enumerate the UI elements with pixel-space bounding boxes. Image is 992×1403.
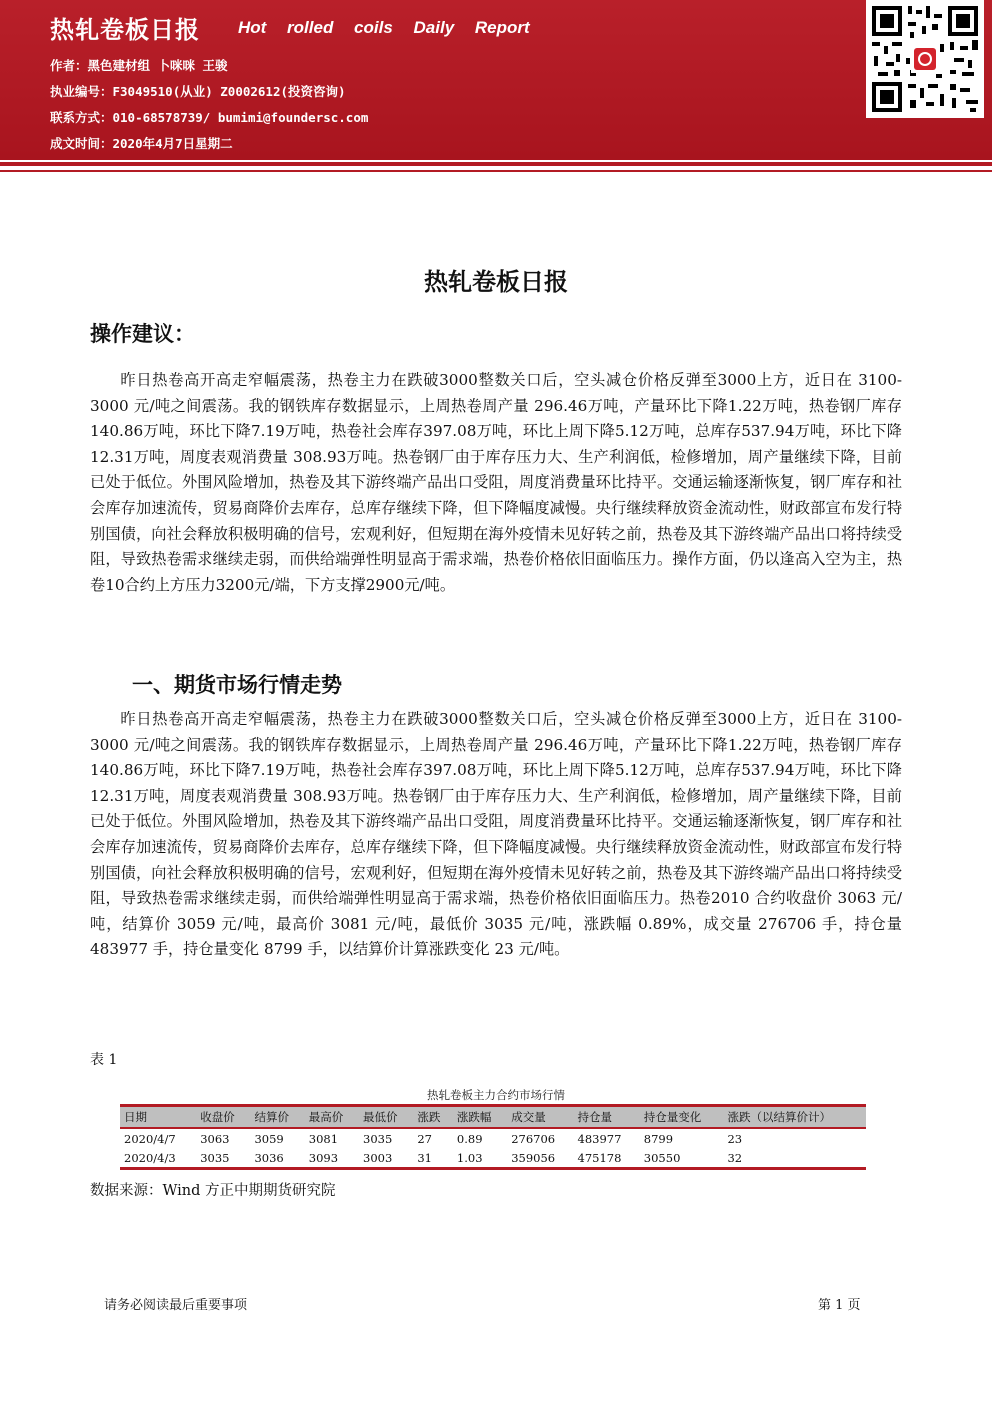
col-header-settle-change: 涨跌（以结算价计） (723, 1106, 866, 1129)
table-cell: 3081 (308, 1131, 339, 1146)
table-cell: 276706 (511, 1131, 556, 1146)
table-cell: 1.03 (453, 1148, 507, 1169)
table-cell: 30550 (640, 1148, 724, 1169)
header-title-cn: 热轧卷板日报 (50, 16, 200, 44)
table-cell: 2020/4/3 (120, 1148, 196, 1169)
table-cell: 32 (723, 1148, 866, 1169)
header-divider-thin (0, 170, 992, 172)
col-header-open-interest: 持仓量 (574, 1106, 640, 1129)
qr-code-icon (866, 0, 984, 118)
table-cell: 483977 (577, 1131, 622, 1146)
col-header-low: 最低价 (359, 1106, 413, 1129)
table-cell: 31 (413, 1148, 453, 1169)
market-table (120, 1104, 866, 1170)
col-header-change-pct: 涨跌幅 (453, 1106, 507, 1129)
market-paragraph: 昨日热卷高开高走窄幅震荡，热卷主力在跌破3000整数关口后，空头减仓价格反弹至3000上方，近日在 3100-3000 元/吨之间震荡。我的钢铁库存数据显示，上周热卷周产量 296.46万吨，产量环比下降1.22万吨，热卷钢厂库存140.86万吨，环比下降7.19万吨，热卷社会库存397.08万吨，环比上周下降5.12万吨，总库存537.94万吨，环比下降12.31万吨，周度表观消费量 308.93万吨。热卷钢厂由于库存压力大、生产利润低，检修增加，周产量继续下降，目前已处于低位。外围风险增加，热卷及其下游终端产品出口受阻，周度消费量环比持平。交通运输逐渐恢复，钢厂库存和社会库存加速流传，贸易商降价去库存，总库存继续下降，但下降幅度减慢。央行继续释放资金流动性，财政部宣布发行特别国债，向社会释放积极明确的信号，宏观利好，但短期在海外疫情未见好转之前，热卷及其下游终端产品出口将持续受阻，导致热卷需求继续走弱，而供给端弹性明显高于需求端，热卷价格依旧面临压力。热卷2010 合约收盘价 3063 元/吨，结算价 3059 元/吨，最高价 3081 元/吨，最低价 3035 元/吨，涨跌幅 0.89%，成交量 276706 手，持仓量 483977 手，持仓量变化 8799 手，以结算价计算涨跌变化 23 元/吨。 (90, 710, 902, 959)
document-title: 热轧卷板日报 (424, 268, 568, 296)
table-cell: 3093 (305, 1148, 359, 1169)
col-header-volume: 成交量 (507, 1106, 573, 1129)
table-cell: 0.89 (456, 1131, 483, 1146)
footer-notice: 请务必阅读最后重要事项 (104, 1298, 248, 1313)
col-header-date: 日期 (120, 1106, 196, 1129)
table-title: 热轧卷板主力合约市场行情 (427, 1088, 565, 1102)
col-header-close: 收盘价 (196, 1106, 250, 1129)
table-cell: 3003 (359, 1148, 413, 1169)
table-row (120, 1128, 866, 1148)
table-row (120, 1148, 866, 1169)
header-author: 作者：黑色建材组 卜咪咪 王骏 (50, 58, 228, 73)
table-header-row (120, 1106, 866, 1129)
header-contact: 联系方式：010-68578739/ bumimi@foundersc.com (50, 110, 369, 125)
header-date: 成文时间：2020年4月7日星期二 (50, 136, 233, 151)
header-title-en: Hot rolled coils Daily Report (238, 18, 530, 37)
header-divider (0, 162, 992, 166)
section-heading-market: 一、期货市场行情走势 (132, 673, 342, 697)
table-cell: 359056 (507, 1148, 573, 1169)
table-caption: 表 1 (90, 1052, 118, 1068)
table-cell: 3063 (200, 1131, 230, 1146)
section-heading-advice: 操作建议： (90, 322, 195, 346)
table-cell: 2020/4/7 (124, 1131, 176, 1146)
advice-paragraph: 昨日热卷高开高走窄幅震荡，热卷主力在跌破3000整数关口后，空头减仓价格反弹至3000上方，近日在 3100-3000 元/吨之间震荡。我的钢铁库存数据显示，上周热卷周产量 296.46万吨，产量环比下降1.22万吨，热卷钢厂库存140.86万吨，环比下降7.19万吨，热卷社会库存397.08万吨，环比上周下降5.12万吨，总库存537.94万吨，环比下降12.31万吨，周度表观消费量 308.93万吨。热卷钢厂由于库存压力大、生产利润低，检修增加，周产量继续下降，目前已处于低位。外围风险增加，热卷及其下游终端产品出口受阻，周度消费量环比持平。交通运输逐渐恢复，钢厂库存和社会库存加速流传，贸易商降价去库存，总库存继续下降，但下降幅度减慢。央行继续释放资金流动性，财政部宣布发行特别国债，向社会释放积极明确的信号，宏观利好，但短期在海外疫情未见好转之前，热卷及其下游终端产品出口将持续受阻，导致热卷需求继续走弱，而供给端弹性明显高于需求端，热卷价格依旧面临压力。操作方面，仍以逢高入空为主，热卷10合约上方压力3200元/端，下方支撑2900元/吨。 (90, 371, 902, 594)
page-number: 第 1 页 (818, 1298, 861, 1313)
table-cell: 475178 (574, 1148, 640, 1169)
data-source: 数据来源：Wind 方正中期期货研究院 (90, 1183, 336, 1199)
table-cell: 3035 (196, 1148, 250, 1169)
table-cell: 8799 (643, 1131, 674, 1146)
table-cell: 23 (727, 1131, 743, 1146)
col-header-settle: 结算价 (250, 1106, 304, 1129)
header-license: 执业编号：F3049510(从业) Z0002612(投资咨询) (50, 84, 346, 99)
table-cell: 3035 (363, 1131, 393, 1146)
table-cell: 3059 (254, 1131, 284, 1146)
col-header-oi-change: 持仓量变化 (640, 1106, 724, 1129)
col-header-high: 最高价 (305, 1106, 359, 1129)
table-cell: 3036 (250, 1148, 304, 1169)
table-cell: 27 (417, 1131, 432, 1146)
col-header-change: 涨跌 (413, 1106, 453, 1129)
report-header (0, 0, 992, 160)
